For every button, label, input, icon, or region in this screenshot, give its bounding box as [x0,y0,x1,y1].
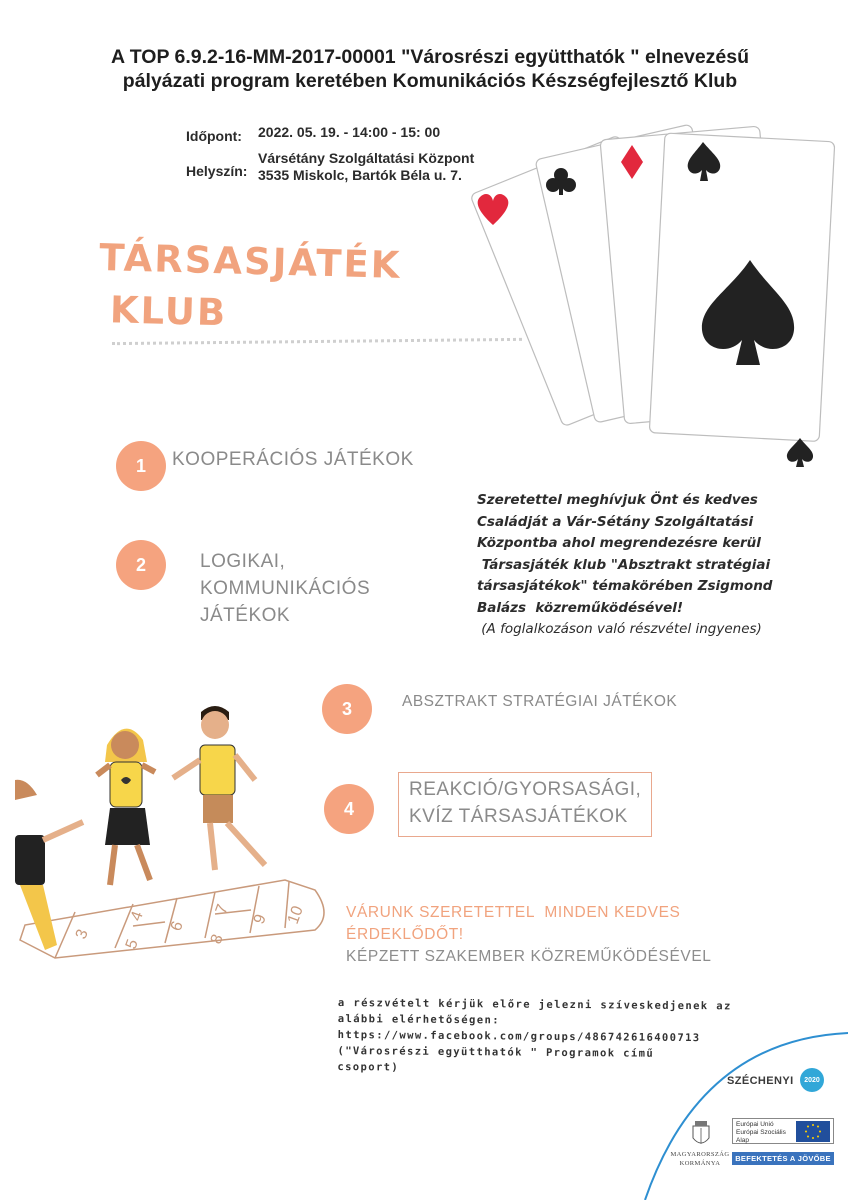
kormany-line-1: MAGYARORSZÁG [670,1151,730,1158]
item-number-1: 1 [116,441,166,491]
item-1-line-1: KOOPERÁCIÓS JÁTÉKOK [172,449,414,470]
hungarian-coat-of-arms-icon [690,1118,712,1148]
svg-text:9: 9 [250,912,270,927]
svg-text:4: 4 [127,909,147,924]
item-2-text [200,548,370,629]
registration-link[interactable]: https://www.facebook.com/groups/486742616400713 [337,1028,701,1045]
svg-text:7: 7 [212,902,232,917]
item-4-text [398,772,652,837]
registration-line-5: csoport) [337,1060,400,1074]
szechenyi-badge: 2020 [800,1068,824,1092]
item-2-line-1: LOGIKAI, [200,551,286,572]
girl-figure [97,729,155,885]
invitation-line-1: Szeretettel meghívjuk Önt és kedves [477,492,758,508]
welcome-text [346,902,712,968]
registration-line-4: ("Városrészi együtthatók " Programok című [337,1044,655,1060]
item-number-2: 2 [116,540,166,590]
eu-flag-icon [796,1121,830,1142]
time-value: 2022. 05. 19. - 14:00 - 15: 00 [258,124,441,140]
invitation-note: (A foglalkozáson való részvétel ingyenes) [477,621,762,637]
item-2-line-2: KOMMUNIKÁCIÓS [200,578,371,599]
eu-line-3: Alap [736,1137,750,1144]
item-number-3: 3 [322,684,372,734]
document-header [40,45,820,93]
invitation-line-6: Balázs közreműködésével! [477,599,684,616]
registration-line-1: a részvételt kérjük előre jelezni szíveskedjenek az [337,996,732,1013]
welcome-line-1: VÁRUNK SZERETETTEL MINDEN KEDVES [346,904,681,921]
svg-text:3: 3 [72,927,92,942]
club-title-line-2: KLUB [109,288,228,335]
item-1-text [172,446,414,473]
item-4-line-1: REAKCIÓ/GYORSASÁGI, [409,779,642,800]
header-line-2: pályázati program keretében Komunikációs Készségfejlesztő Klub [122,70,738,92]
svg-text:10: 10 [284,903,307,927]
kormany-line-2: KORMÁNYA [679,1160,721,1167]
item-3-text [402,688,677,715]
eu-line-2: Európai Szociális [736,1129,786,1136]
header-line-1: A TOP 6.9.2-16-MM-2017-00001 "Városrészi együtthatók " elnevezésű [110,46,750,68]
club-title [97,232,402,344]
svg-text:5: 5 [122,937,142,952]
playing-cards-illustration [460,115,848,485]
item-2-line-3: JÁTÉKOK [200,605,291,626]
eu-line-1: Európai Unió [736,1121,774,1128]
invitation-line-5: társasjátékok" témakörében Zsigmond [477,578,773,594]
svg-text:8: 8 [207,932,227,947]
invitation-line-2: Családját a Vár-Sétány Szolgáltatási [477,513,754,530]
welcome-line-3: KÉPZETT SZAKEMBER KÖZREMŰKÖDÉSÉVEL [346,948,712,965]
spade-suit-icon [787,438,813,467]
hungarian-government-logo [665,1150,735,1168]
invitation-line-3: Központba ahol megrendezésre kerül [477,535,761,551]
svg-text:6: 6 [167,919,187,934]
invitation-line-4: Társasjáték klub "Absztrakt stratégiai [477,556,771,573]
welcome-line-2: ÉRDEKLŐDŐT! [346,926,464,943]
place-line-1: Vársétány Szolgáltatási Központ [258,150,475,166]
item-3-line-1: ABSZTRAKT STRATÉGIAI JÁTÉKOK [402,693,678,710]
children-hopscotch-illustration [15,700,335,970]
decorative-arc [640,1025,848,1200]
eu-slogan-bar: BEFEKTETÉS A JÖVŐBE [732,1152,834,1165]
boy-figure [173,706,265,870]
szechenyi-logo-text: SZÉCHENYI [727,1075,794,1087]
item-4-line-2: KVÍZ TÁRSASJÁTÉKOK [409,806,628,827]
invitation-text [477,490,807,641]
item-number-4: 4 [324,784,374,834]
club-title-line-1: TÁRSASJÁTÉK [98,235,402,287]
time-label: Időpont: [186,128,242,144]
place-label: Helyszín: [186,163,248,179]
place-line-2: 3535 Miskolc, Bartók Béla u. 7. [258,167,462,183]
registration-line-2: alábbi elérhetőségen: [337,1012,500,1027]
